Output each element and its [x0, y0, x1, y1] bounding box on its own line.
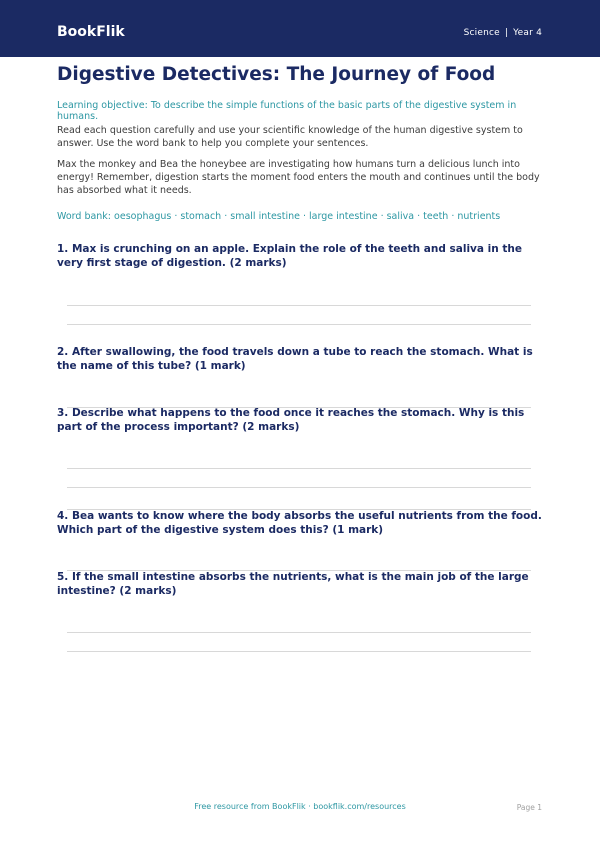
page-title: Digestive Detectives: The Journey of Food — [57, 64, 496, 85]
question-5: 5. If the small intestine absorbs the nutrients, what is the main job of the large intestine? (2 marks) — [57, 571, 529, 597]
page-number: Page 1 — [516, 803, 542, 812]
year-label: Year 4 — [513, 28, 542, 38]
brand-logo[interactable]: BookFlik — [57, 24, 125, 40]
header-meta — [464, 28, 542, 38]
answer-line[interactable] — [67, 651, 531, 652]
answer-line[interactable] — [67, 632, 531, 633]
answer-line[interactable] — [67, 487, 531, 488]
question-1: 1. Max is crunching on an apple. Explain the role of the teeth and saliva in the very first stage of digestion. (2 marks) — [57, 243, 522, 269]
subject-label: Science — [463, 28, 500, 38]
question-2: 2. After swallowing, the food travels down a tube to reach the stomach. What is the name of this tube? (1 mark) — [57, 346, 533, 372]
word-bank: Word bank: oesophagus · stomach · small intestine · large intestine · saliva · teeth · nutrients — [57, 211, 501, 222]
intro-paragraph: Max the monkey and Bea the honeybee are investigating how humans turn a delicious lunch into energy! Remember, digestion starts the moment food enters the mouth and continues until the body has absorbed what it needs. — [57, 159, 540, 196]
meta-separator: | — [504, 28, 509, 38]
footer-resource-link[interactable]: Free resource from BookFlik · bookflik.com/resources — [194, 802, 406, 811]
answer-line[interactable] — [67, 305, 531, 306]
question-3: 3. Describe what happens to the food once it reaches the stomach. Why is this part of the process important? (2 marks) — [57, 407, 525, 433]
question-4: 4. Bea wants to know where the body absorbs the useful nutrients from the food. Which part of the digestive system does this? (1 mark) — [57, 510, 542, 536]
instructions-paragraph: Read each question carefully and use your scientific knowledge of the human digestive system to answer. Use the word bank to help you complete your sentences. — [57, 125, 523, 149]
learning-objective: Learning objective: To describe the simple functions of the basic parts of the digestive system in humans. — [57, 100, 517, 122]
answer-line[interactable] — [67, 468, 531, 469]
page-header — [0, 0, 600, 57]
answer-line[interactable] — [67, 324, 531, 325]
